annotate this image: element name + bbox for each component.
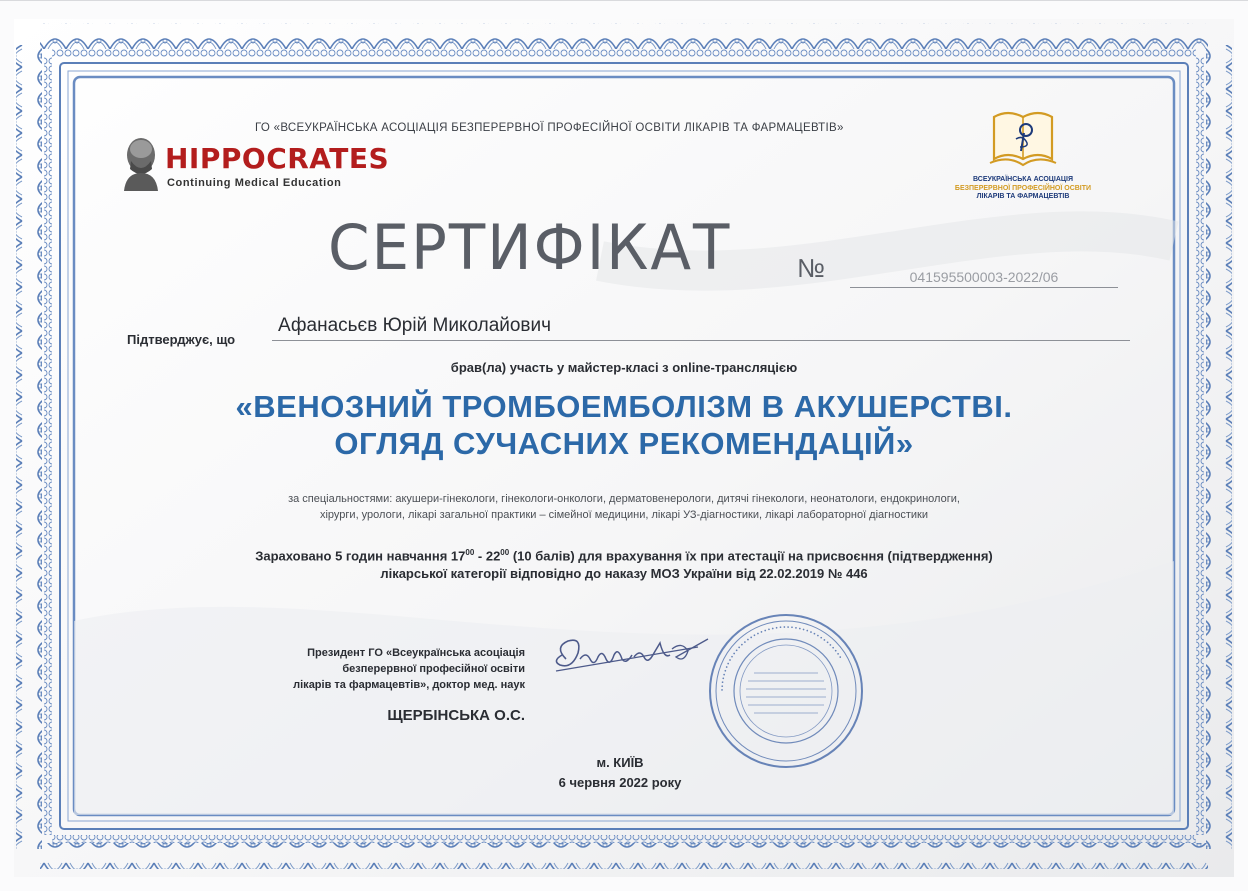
hippocrates-logo-text: HIPPOCRATES	[165, 142, 390, 175]
credit-line2: лікарської категорії відповідно до наказу МОЗ України від 22.02.2019 № 446	[380, 566, 868, 582]
signatory-name: ЩЕРБІНСЬКА О.С.	[387, 707, 525, 724]
signatory-title-line3: лікарів та фармацевтів», доктор мед. наук	[293, 679, 525, 691]
city: м. КИЇВ	[596, 755, 644, 770]
specialties-text	[120, 491, 1128, 523]
hippocrates-bust-icon	[118, 135, 164, 191]
official-seal-stamp	[706, 611, 866, 771]
certificate-title: СЕРТИФІКАТ	[328, 211, 732, 284]
specialties-line2: хірурги, урологи, лікарі загальної практики – сімейної медицини, лікарі УЗ-діагностики, лікарі лабораторної діагностики	[319, 509, 929, 521]
place-date	[520, 753, 720, 793]
association-logo-line3: ЛІКАРІВ ТА ФАРМАЦЕВТІВ	[976, 193, 1070, 200]
participation-text: брав(ла) участь у майстер-класі з online-трансляцією	[450, 360, 798, 375]
association-logo-line1: ВСЕУКРАЇНСЬКА АСОЦІАЦІЯ	[972, 176, 1073, 183]
credit-line1	[120, 544, 1128, 565]
signatory-title-line2: безперервної професійної освіти	[342, 663, 525, 675]
hippocrates-subtitle: Continuing Medical Education	[167, 177, 342, 189]
credit-sup1: 00	[465, 548, 475, 557]
confirms-label: Підтверджує, що	[127, 332, 236, 347]
recipient-name: Афанасьєв Юрій Миколайович	[272, 315, 1130, 341]
course-title-line2: ОГЛЯД СУЧАСНИХ РЕКОМЕНДАЦІЙ»	[334, 426, 914, 461]
svg-text:• • • • • • • • • • • • • • •: • • • • • • • • • • • • • • • • • • • • • • • • • • • • • • • • • • • • • • • • • • •	[719, 624, 843, 692]
course-title	[60, 388, 1188, 462]
credit-text	[120, 544, 1128, 583]
handwritten-signature	[548, 629, 728, 689]
issue-date: 6 червня 2022 року	[558, 775, 682, 790]
signatory-title-line1: Президент ГО «Всеукраїнська асоціація	[307, 647, 525, 659]
specialties-line1: за спеціальностями: акушери-гінекологи, гінекологи-онкологи, дерматовенерологи, дитячі гінекологи, неонатологи, ендокринологи,	[288, 493, 960, 505]
organization-name: ГО «ВСЕУКРАЇНСЬКА АСОЦІАЦІЯ БЕЗПЕРЕРВНОЇ ПРОФЕСІЙНОЇ ОСВІТИ ЛІКАРІВ ТА ФАРМАЦЕВТІВ»	[255, 122, 844, 134]
credit-part3: (10 балів) для врахування їх при атестації на присвоєння (підтвердження)	[509, 548, 993, 564]
signatory-title	[160, 645, 525, 693]
certificate-number: 041595500003-2022/06	[850, 269, 1118, 288]
number-sign: №	[797, 253, 825, 283]
association-book-logo-icon	[988, 105, 1058, 171]
association-logo-text	[905, 176, 1141, 202]
credit-part1: Зараховано 5 годин навчання 17	[255, 548, 466, 564]
association-logo-line2: БЕЗПЕРЕРВНОЇ ПРОФЕСІЙНОЇ ОСВІТИ	[954, 184, 1092, 192]
course-title-line1: «ВЕНОЗНИЙ ТРОМБОЕМБОЛІЗМ В АКУШЕРСТВІ.	[235, 389, 1013, 424]
credit-sup2: 00	[500, 548, 510, 557]
credit-part2: - 22	[474, 548, 501, 564]
